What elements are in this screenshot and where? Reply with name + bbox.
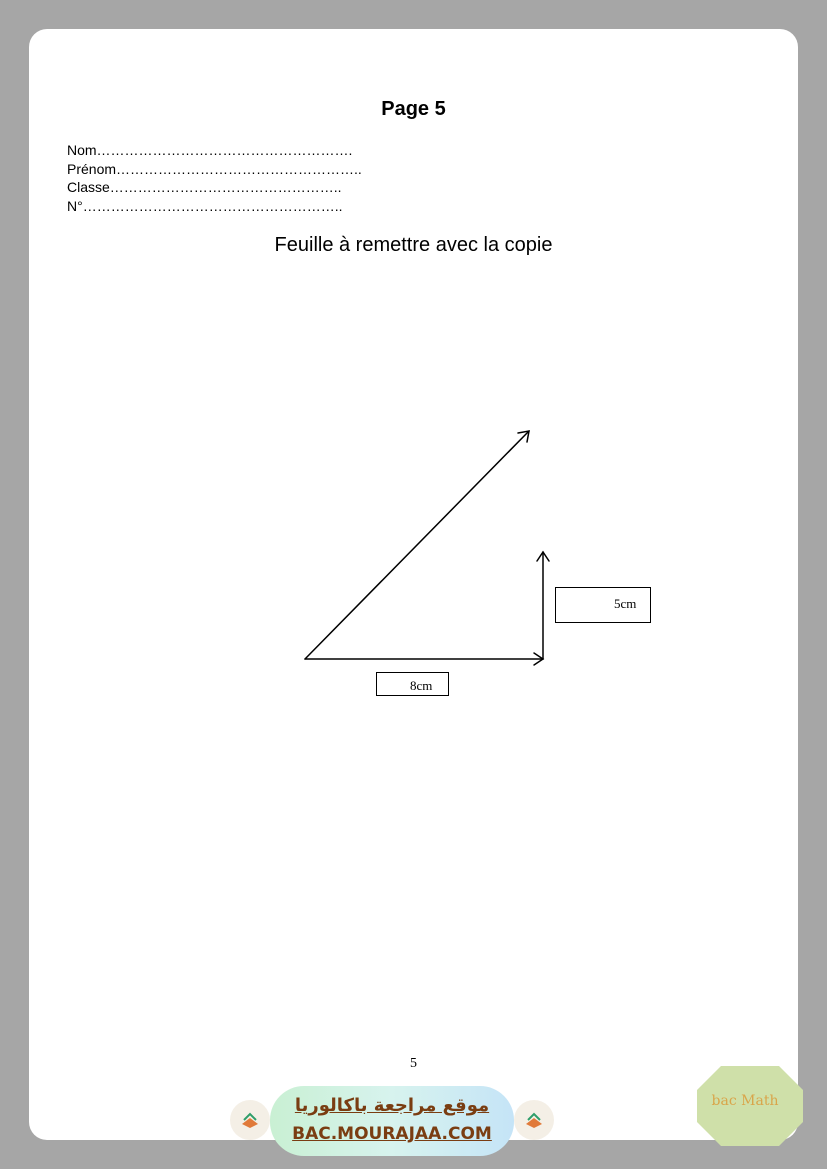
field-prenom: Prénom…………………………………………….. — [67, 160, 362, 177]
horizontal-length-label: 8cm — [410, 678, 433, 693]
book-icon — [230, 1100, 270, 1140]
page-number: 5 — [410, 1056, 417, 1071]
site-logo-badge-left — [230, 1100, 270, 1140]
vertical-length-label: 5cm — [614, 596, 637, 611]
field-classe: Classe………………………………………….. — [67, 179, 342, 195]
instruction-subtitle: Feuille à remettre avec la copie — [274, 234, 553, 256]
site-logo-badge-right — [514, 1100, 554, 1140]
field-nom: Nom………………………………………………. — [67, 142, 353, 158]
bac-math-logo-text: bac Math — [711, 1093, 779, 1109]
banner-arabic-text: موقع مراجعة باكالوريا — [294, 1095, 490, 1116]
vertical-length-box — [555, 587, 651, 623]
horizontal-length-box — [376, 672, 449, 696]
book-icon — [514, 1100, 554, 1140]
diagonal-vector — [305, 431, 529, 659]
banner-url-link[interactable]: BAC.MOURAJAA.COM — [292, 1124, 492, 1144]
page-title: Page 5 — [381, 98, 446, 120]
site-banner[interactable] — [270, 1086, 514, 1156]
field-numero: N°……………………………………………….. — [67, 197, 343, 214]
